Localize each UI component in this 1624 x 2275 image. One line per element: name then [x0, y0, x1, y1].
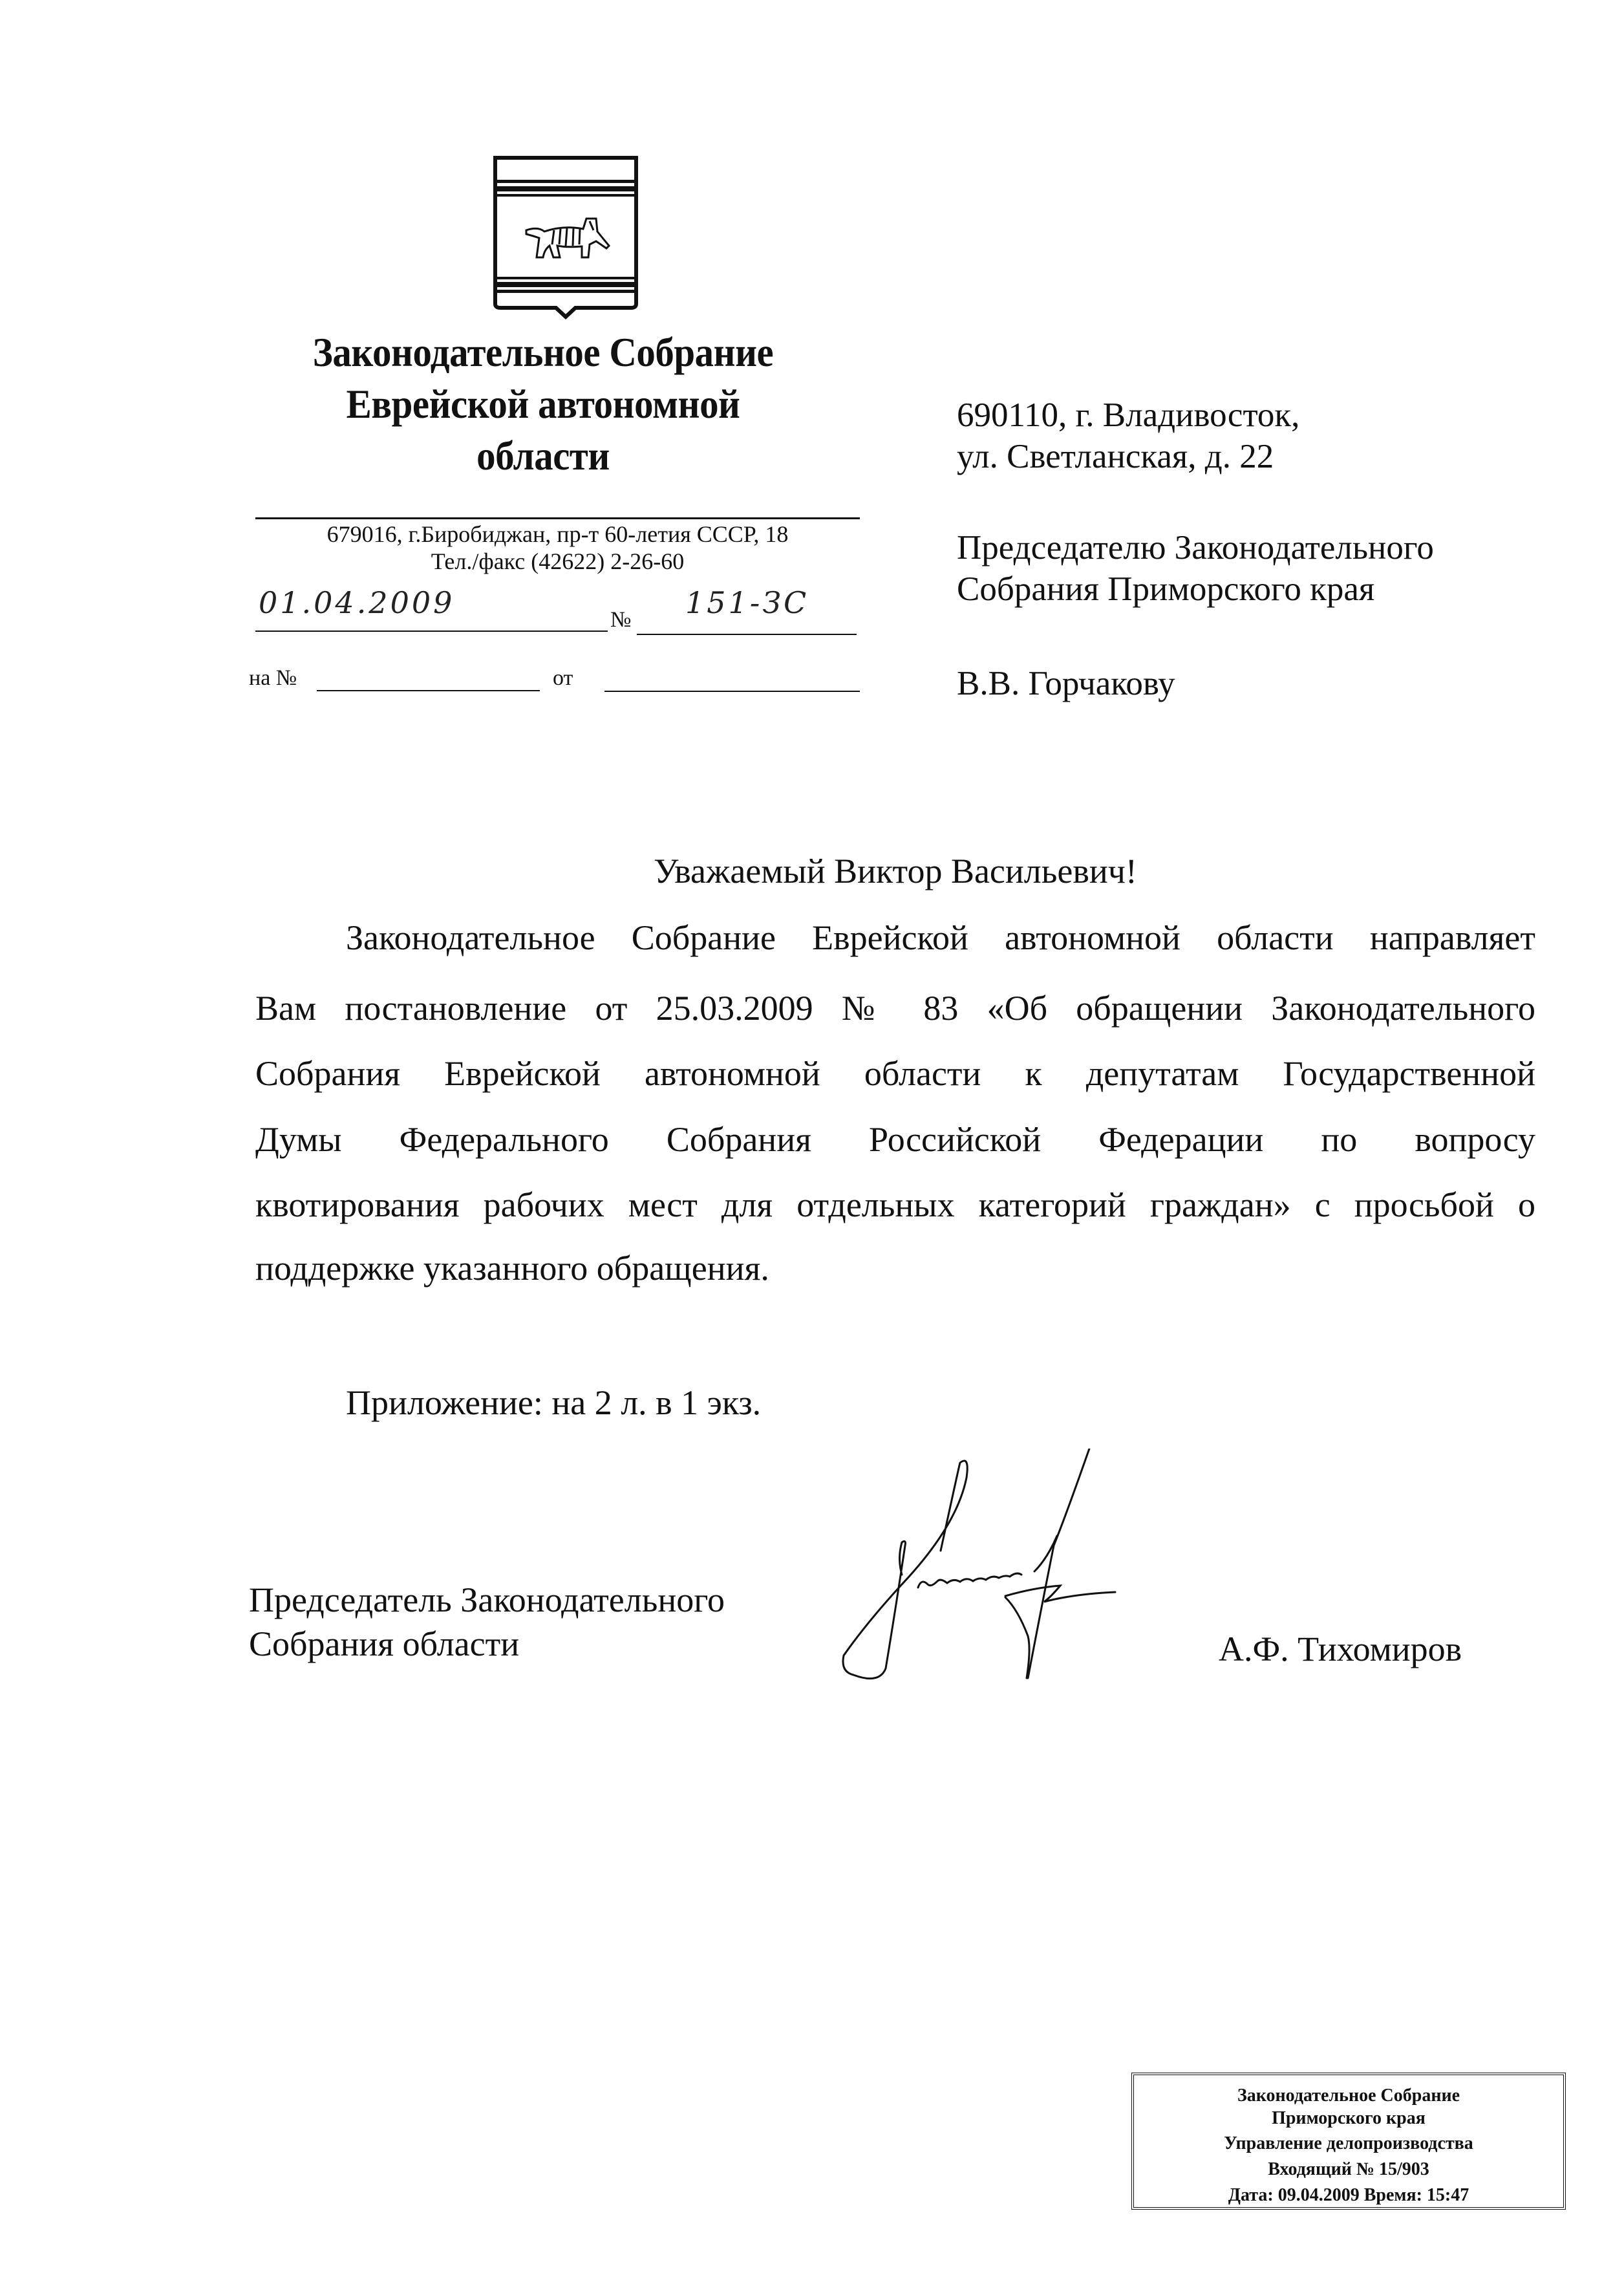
incoming-registration-stamp — [1131, 2073, 1566, 2210]
body-line: поддержке указанного обращения. — [255, 1249, 769, 1288]
sender-street: 679016, г.Биробиджан, пр-т 60-летия СССР, 18 — [326, 521, 789, 547]
signatory-position-line: Собрания области — [249, 1624, 520, 1663]
sender-address — [255, 521, 860, 575]
stamp-incoming-number: Входящий № 15/903 — [1268, 2159, 1429, 2179]
signatory-name: А.Ф. Тихомиров — [1219, 1630, 1462, 1668]
handwritten-signature — [840, 1449, 1164, 1746]
number-underline — [637, 634, 857, 635]
recipient-title — [957, 527, 1434, 610]
org-title-line: области — [476, 433, 610, 479]
body-line: квотирования рабочих мест для отдельных категорий граждан» с просьбой о — [255, 1185, 1535, 1224]
stamp-line: Приморского края — [1272, 2108, 1426, 2128]
recipient-title-line: Собрания Приморского края — [957, 570, 1375, 608]
coat-of-arms-emblem — [493, 154, 639, 319]
recipient-address — [957, 394, 1299, 477]
stamp-line: Управление делопроизводства — [1224, 2133, 1473, 2153]
body-line: Думы Федерального Собрания Российской Федерации по вопросу — [255, 1120, 1535, 1159]
attachment-note: Приложение: на 2 л. в 1 экз. — [346, 1383, 762, 1422]
signatory-position-line: Председатель Законодательного — [249, 1580, 725, 1619]
recipient-address-line: ул. Светланская, д. 22 — [957, 438, 1274, 475]
organization-title — [270, 327, 817, 482]
reply-date-label: от — [553, 666, 573, 690]
org-title-line: Еврейской автономной — [346, 381, 740, 427]
date-underline — [255, 631, 608, 632]
recipient-name: В.В. Горчакову — [957, 665, 1175, 702]
stamp-date-time: Дата: 09.04.2009 Время: 15:47 — [1228, 2185, 1469, 2205]
body-line: Законодательное Собрание Еврейской автономной области направляет — [346, 918, 1535, 957]
reply-number-underline — [317, 690, 540, 691]
recipient-title-line: Председателю Законодательного — [957, 529, 1434, 566]
stamp-line: Законодательное Собрание — [1237, 2086, 1460, 2106]
outgoing-number: 151-ЗС — [685, 585, 809, 620]
body-line: Вам постановление от 25.03.2009 № 83 «Об обращении Законодательного — [255, 989, 1535, 1028]
salutation: Уважаемый Виктор Васильевич! — [654, 852, 1137, 890]
letterhead-divider — [255, 517, 860, 519]
number-label: № — [610, 608, 632, 632]
outgoing-date: 01.04.2009 — [259, 585, 455, 620]
signatory-position — [249, 1578, 725, 1666]
body-line: Собрания Еврейской автономной области к депутатам Государственной — [255, 1054, 1535, 1093]
reply-date-underline — [604, 691, 860, 692]
reply-number-label: на № — [249, 666, 297, 690]
sender-phone: Тел./факс (42622) 2-26-60 — [431, 548, 685, 574]
recipient-address-line: 690110, г. Владивосток, — [957, 396, 1300, 434]
org-title-line: Законодательное Собрание — [312, 329, 774, 375]
